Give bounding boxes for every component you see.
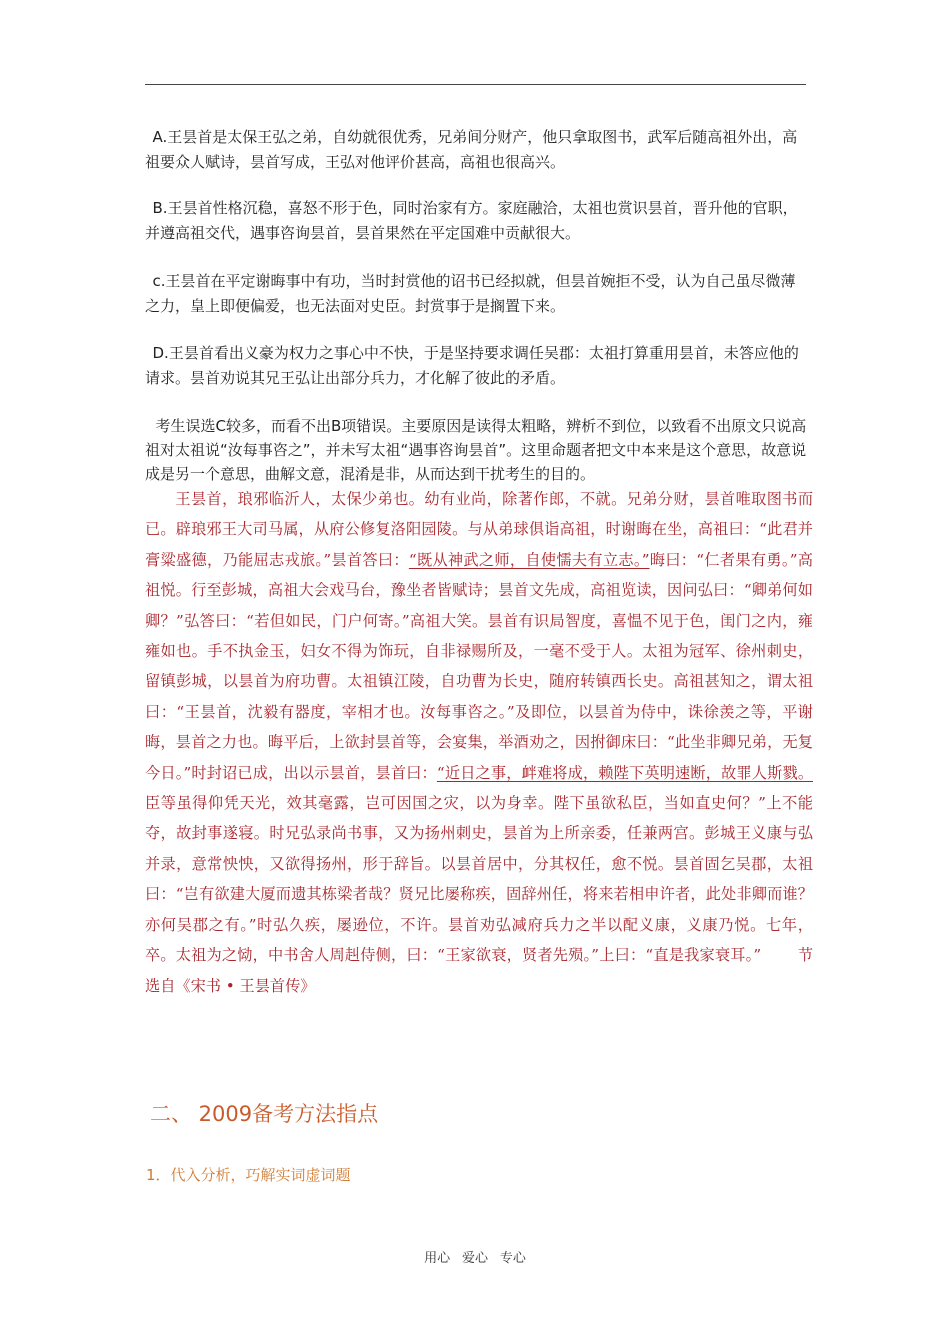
option-text: 王昙首看出义豪为权力之事心中不快，于是坚持要求调任吴郡：太祖打算重用昙首，未答应他的请求。昙首劝说其兄王弘让出部分兵力，才化解了彼此的矛盾。 <box>145 344 799 387</box>
option-text: 王昙首性格沉稳，喜怒不形于色，同时治家有方。家庭融洽，太祖也赏识昙首，晋升他的官职，并遵高祖交代，遇事咨询昙首，昙首果然在平定国难中贡献很大。 <box>145 199 798 242</box>
passage-text: 臣等虽得仰凭天光，效其毫露，岂可因国之灾，以为身幸。陛下虽欲私臣，当如直史何？”上不能夺，故封事遂寝。时兄弘录尚书事，又为扬州刺史，昙首为上所亲委，任兼两宫。彭城王义康与弘并录，意常怏怏，又欲得扬州，形于辞旨。以昙首居中，分其权任，愈不悦。昙首固乞吴郡，太祖曰：“岂有欲建大厦而遗其栋梁者哉？贤兄比屡称疾，固辞州任，将来若相申许者，此处非卿而谁？亦何吴郡之有。”时弘久疾，屡逊位，不许。昙首劝弘减府兵力之半以配义康，义康乃悦。七年，卒。太祖为之恸，中书舍人周赳侍侧，曰：“王家欲衰，贤者先殒。”上曰：“直是我家衰耳。” <box>145 794 813 965</box>
option-letter: B. <box>152 199 168 217</box>
passage-text: 晦曰：“仁者果有勇。”高祖悦。行至彭城，高祖大会戏马台，豫坐者皆赋诗；昙首文先成，高祖览读，因问弘曰：“卿弟何如卿？”弘答曰：“若但如民，门户何寄。”高祖大笑。昙首有识局智度，喜愠不见于色，闺门之内，雍雍如也。手不执金玉，妇女不得为饰玩，自非禄赐所及，一毫不受于人。太祖为冠军、徐州刺史，留镇彭城，以昙首为府功曹。太祖镇江陵，自功曹为长史，随府转镇西长史。高祖甚知之，谓太祖曰：“王昙首，沈毅有器度，宰相才也。汝每事咨之。”及即位，以昙首为侍中，诛徐羡之等，平谢晦，昙首之力也。晦平后，上欲封昙首等，会宴集，举酒劝之，因拊御床曰：“此坐非卿兄弟，无复今日。”时封诏已成，出以示昙首，昙首曰： <box>145 550 813 782</box>
passage-source: 节选自《宋书 • 王昙首传》 <box>145 946 814 995</box>
option-text: 王昙首在平定谢晦事中有功，当时封赏他的诏书已经拟就，但昙首婉拒不受，认为自己虽尽微薄之力，皇上即便偏爱，也无法面对史臣。封赏事于是搁置下来。 <box>145 272 796 315</box>
underlined-sentence: “既从神武之师，自使懦夫有立志。” <box>408 550 650 569</box>
page-footer: 用心 爱心 专心 <box>424 1251 526 1266</box>
header-rule <box>145 84 806 85</box>
option-letter: c. <box>152 272 166 290</box>
section-subheading: 1．代入分析，巧解实词虚词题 <box>146 1166 351 1184</box>
option-d <box>145 341 808 391</box>
option-c <box>145 269 808 319</box>
option-letter: A. <box>152 128 168 146</box>
section-heading: 二、 2009备考方法指点 <box>150 1102 379 1126</box>
classical-passage <box>145 484 813 1001</box>
underlined-sentence: “近日之事，衅难将成，赖陛下英明速断，故罪人斯戮。 <box>436 763 814 782</box>
option-a <box>145 125 808 175</box>
option-text: 王昙首是太保王弘之弟，自幼就很优秀，兄弟间分财产，他只拿取图书，武军后随高祖外出，高祖要众人赋诗，昙首写成，王弘对他评价甚高，高祖也很高兴。 <box>145 128 798 171</box>
analysis-note: 考生误选C较多，而看不出B项错误。主要原因是读得太粗略，辨析不到位，以致看不出原文只说高祖对太祖说“汝每事咨之”，并未写太祖“遇事咨询昙首”。这里命题者把文中本来是这个意思，故意说成是另一个意思，曲解文意，混淆是非，从而达到干扰考生的目的。 <box>145 417 807 483</box>
option-b <box>145 196 808 246</box>
option-letter: D. <box>152 344 169 362</box>
passage-text: 王昙首，琅邪临沂人，太保少弟也。幼有业尚，除著作郎，不就。兄弟分财，昙首唯取图书而已。辟琅邪王大司马属，从府公修复洛阳园陵。与从弟球俱诣高祖，时谢晦在坐，高祖曰：“此君并膏粱盛德，乃能屈志戎旅。”昙首答曰： <box>145 490 813 569</box>
